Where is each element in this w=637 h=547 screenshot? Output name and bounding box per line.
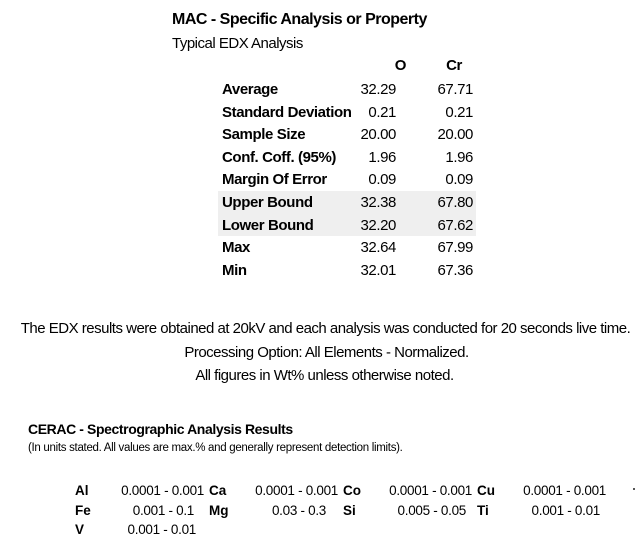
element-symbol: Ti bbox=[477, 503, 489, 518]
table-row bbox=[218, 78, 476, 101]
element-range: 0.0001 - 0.001 bbox=[255, 483, 338, 498]
row-label: Max bbox=[222, 239, 250, 257]
element-range: 0.001 - 0.1 bbox=[132, 503, 194, 518]
value-cr: 0.21 bbox=[445, 103, 473, 121]
table-row bbox=[218, 123, 476, 146]
table-row bbox=[218, 191, 476, 214]
value-cr: 67.36 bbox=[437, 261, 473, 279]
table-row bbox=[218, 101, 476, 124]
row-label: Standard Deviation bbox=[222, 103, 352, 121]
value-o: 0.21 bbox=[368, 103, 396, 121]
value-o: 0.09 bbox=[368, 171, 396, 189]
value-cr: 67.62 bbox=[437, 216, 473, 234]
stray-dot bbox=[633, 488, 635, 490]
row-label: Lower Bound bbox=[222, 216, 314, 234]
element-symbol: Co bbox=[343, 483, 361, 498]
units-note: All figures in Wt% unless otherwise noted. bbox=[195, 367, 454, 384]
element-range: 0.001 - 0.01 bbox=[127, 522, 196, 537]
element-symbol: Si bbox=[343, 503, 356, 518]
mac-title: MAC - Specific Analysis or Property bbox=[172, 11, 427, 28]
element-range: 0.0001 - 0.001 bbox=[389, 483, 472, 498]
row-label: Sample Size bbox=[222, 126, 306, 144]
element-symbol: Cu bbox=[477, 483, 495, 498]
column-header-cr: Cr bbox=[446, 57, 462, 74]
value-o: 20.00 bbox=[360, 126, 396, 144]
value-cr: 20.00 bbox=[437, 126, 473, 144]
edx-stats-table bbox=[218, 55, 476, 281]
table-header-row bbox=[218, 55, 476, 78]
row-label: Average bbox=[222, 81, 278, 98]
table-row bbox=[218, 146, 476, 169]
value-o: 32.29 bbox=[360, 81, 396, 98]
row-label: Conf. Coff. (95%) bbox=[222, 148, 337, 166]
table-row bbox=[218, 214, 476, 237]
element-range: 0.005 - 0.05 bbox=[397, 503, 466, 518]
element-range: 0.0001 - 0.001 bbox=[523, 483, 606, 498]
column-header-o: O bbox=[394, 57, 406, 74]
row-label: Min bbox=[222, 261, 247, 279]
cerac-title: CERAC - Spectrographic Analysis Results bbox=[28, 421, 293, 437]
mac-subtitle: Typical EDX Analysis bbox=[172, 35, 303, 52]
value-o: 32.01 bbox=[360, 261, 396, 279]
row-label: Margin Of Error bbox=[222, 171, 327, 189]
value-o: 32.20 bbox=[360, 216, 396, 234]
value-cr: 1.96 bbox=[445, 148, 473, 166]
value-o: 32.38 bbox=[360, 193, 396, 211]
value-o: 1.96 bbox=[368, 148, 396, 166]
value-cr: 67.99 bbox=[437, 239, 473, 257]
element-symbol: V bbox=[75, 522, 85, 537]
table-row bbox=[218, 168, 476, 191]
element-symbol: Al bbox=[75, 483, 89, 498]
element-symbol: Fe bbox=[75, 503, 91, 518]
element-symbol: Mg bbox=[209, 503, 229, 518]
value-o: 32.64 bbox=[360, 239, 396, 257]
edx-conditions-note: The EDX results were obtained at 20kV and each analysis was conducted for 20 seconds live time. bbox=[20, 320, 631, 337]
value-cr: 67.71 bbox=[437, 81, 473, 98]
cerac-subtitle: (In units stated. All values are max.% and generally represent detection limits). bbox=[28, 442, 403, 454]
row-label: Upper Bound bbox=[222, 193, 313, 211]
element-range: 0.03 - 0.3 bbox=[271, 503, 326, 518]
element-symbol: Ca bbox=[209, 483, 227, 498]
processing-option-note: Processing Option: All Elements - Normalized. bbox=[184, 344, 469, 361]
element-range: 0.0001 - 0.001 bbox=[121, 483, 204, 498]
element-range: 0.001 - 0.01 bbox=[531, 503, 600, 518]
table-row bbox=[218, 236, 476, 259]
value-cr: 67.80 bbox=[437, 193, 473, 211]
table-row bbox=[218, 259, 476, 282]
value-cr: 0.09 bbox=[445, 171, 473, 189]
